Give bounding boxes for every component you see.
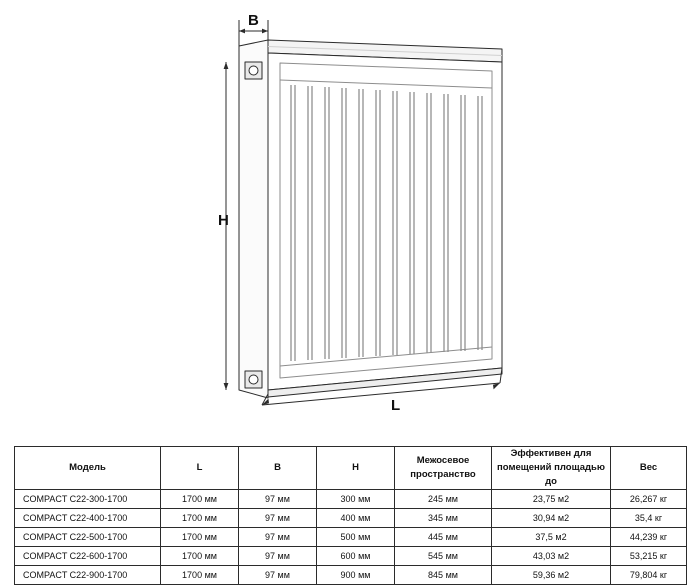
col-header-efficiency: Эффективен для помещений площадью до [492, 447, 611, 490]
cell-length: 1700 мм [161, 566, 239, 585]
cell-axis: 545 мм [395, 547, 492, 566]
radiator-side-face [239, 40, 268, 398]
cell-model: COMPACT C22-300-1700 [15, 490, 161, 509]
cell-axis: 845 мм [395, 566, 492, 585]
cell-efficiency: 23,75 м2 [492, 490, 611, 509]
cell-axis: 345 мм [395, 509, 492, 528]
cell-depth: 97 мм [239, 490, 317, 509]
cell-weight: 79,804 кг [611, 566, 687, 585]
table-row [15, 528, 687, 547]
cell-length: 1700 мм [161, 509, 239, 528]
cell-length: 1700 мм [161, 547, 239, 566]
table-header-row [15, 447, 687, 490]
cell-length: 1700 мм [161, 490, 239, 509]
cell-weight: 44,239 кг [611, 528, 687, 547]
cell-efficiency: 37,5 м2 [492, 528, 611, 547]
dimension-label-l: L [391, 397, 401, 414]
cell-model: COMPACT C22-900-1700 [15, 566, 161, 585]
table-row [15, 547, 687, 566]
col-header-axis-spacing: Межосевое пространство [395, 447, 492, 490]
arrowhead-h-bottom [224, 383, 229, 390]
cell-axis: 245 мм [395, 490, 492, 509]
cell-height: 300 мм [317, 490, 395, 509]
cell-model: COMPACT C22-500-1700 [15, 528, 161, 547]
cell-depth: 97 мм [239, 509, 317, 528]
cell-efficiency: 43,03 м2 [492, 547, 611, 566]
col-header-depth: B [239, 447, 317, 490]
table-row [15, 490, 687, 509]
arrowhead-b-left [239, 29, 245, 34]
dimension-label-h: H [218, 212, 230, 229]
cell-weight: 35,4 кг [611, 509, 687, 528]
table-row [15, 509, 687, 528]
cell-axis: 445 мм [395, 528, 492, 547]
col-header-height: H [317, 447, 395, 490]
cell-model: COMPACT C22-400-1700 [15, 509, 161, 528]
col-header-weight: Вес [611, 447, 687, 490]
cell-depth: 97 мм [239, 566, 317, 585]
cell-weight: 53,215 кг [611, 547, 687, 566]
cell-model: COMPACT C22-600-1700 [15, 547, 161, 566]
table-row [15, 566, 687, 585]
cell-length: 1700 мм [161, 528, 239, 547]
cell-height: 400 мм [317, 509, 395, 528]
cell-height: 600 мм [317, 547, 395, 566]
cell-efficiency: 59,36 м2 [492, 566, 611, 585]
cell-height: 900 мм [317, 566, 395, 585]
cell-weight: 26,267 кг [611, 490, 687, 509]
dimension-label-b: B [248, 12, 260, 29]
cell-depth: 97 мм [239, 528, 317, 547]
arrowhead-b-right [262, 29, 268, 34]
bottom-connection-port [245, 371, 262, 388]
col-header-model: Модель [15, 447, 161, 490]
top-connection-port [245, 62, 262, 79]
cell-efficiency: 30,94 м2 [492, 509, 611, 528]
specification-table [14, 446, 687, 585]
cell-depth: 97 мм [239, 547, 317, 566]
col-header-length: L [161, 447, 239, 490]
arrowhead-h-top [224, 62, 229, 69]
cell-height: 500 мм [317, 528, 395, 547]
